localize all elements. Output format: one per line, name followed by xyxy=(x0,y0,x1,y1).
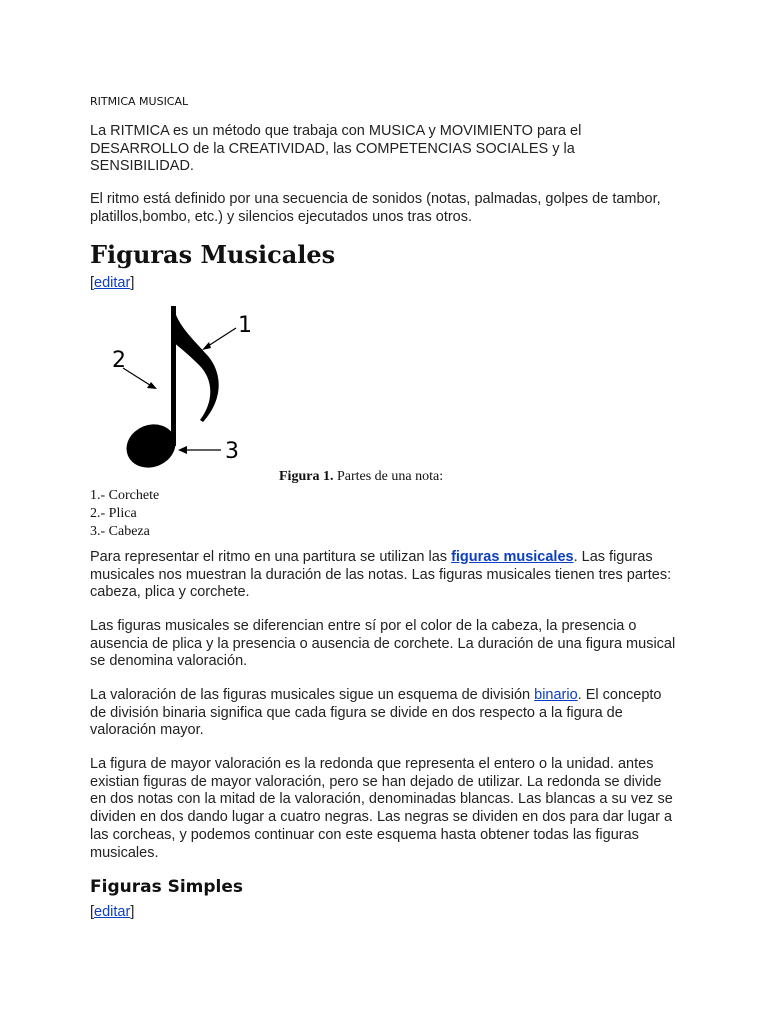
intro-paragraph-2: El ritmo está definido por una secuencia de sonidos (notas, palmadas, golpes de tambor, platillos,bombo, etc.) y silencios ejecutados unos tras otros. xyxy=(90,191,661,225)
note-flag xyxy=(173,306,219,422)
list-item: 2.- Plica xyxy=(90,506,137,522)
arrow-3-head xyxy=(178,446,187,454)
figure-caption-text: Partes de una nota: xyxy=(333,469,444,484)
eighth-note-diagram xyxy=(110,304,260,474)
section-edit-line-2 xyxy=(90,903,134,921)
edit-bracket-open: [ xyxy=(90,904,95,920)
edit-link[interactable]: editar xyxy=(94,904,131,920)
body-paragraph-3-start: La valoración de las figuras musicales sigue un esquema de división xyxy=(90,687,535,703)
edit-link[interactable]: editar xyxy=(94,275,131,291)
arrow-1-head xyxy=(202,342,211,350)
edit-bracket-close: ] xyxy=(130,904,135,920)
figure-label-3: 3 xyxy=(225,439,239,464)
list-item: 3.- Cabeza xyxy=(90,524,150,540)
body-paragraph-3-end: . El concepto de división binaria significa que cada figura se divide en dos respecto a la figura de valoración mayor. xyxy=(90,687,662,739)
figure-caption xyxy=(279,469,443,485)
figure-caption-bold: Figura 1. xyxy=(279,469,334,484)
list-item: 1.- Corchete xyxy=(90,488,160,503)
intro-paragraph-1: La RITMICA es un método que trabaja con MUSICA y MOVIMIENTO para el DESARROLLO de la CREATIVIDAD, las COMPETENCIAS SOCIALES y la SENSIBILIDAD. xyxy=(90,123,582,175)
note-parts-list xyxy=(90,487,159,542)
figuras-musicales-link[interactable]: figuras musicales xyxy=(451,549,574,565)
body-paragraph-1 xyxy=(90,549,680,602)
body-paragraph-1-start: Para representar el ritmo en una partitura se utilizan las xyxy=(90,549,452,565)
binario-link[interactable]: binario xyxy=(534,687,578,703)
figure-label-1: 1 xyxy=(238,313,252,338)
section-edit-line-1 xyxy=(90,274,134,292)
body-paragraph-1-end: . Las figuras musicales nos muestran la duración de las notas. Las figuras musicales tienen tres partes: cabeza, plica y corchete. xyxy=(90,549,672,601)
document-title: RITMICA MUSICAL xyxy=(90,95,189,108)
arrow-2-head xyxy=(147,382,157,389)
arrow-2-line xyxy=(123,368,153,387)
edit-bracket-open: [ xyxy=(90,275,95,291)
section-heading-figuras-simples: Figuras Simples xyxy=(90,877,244,897)
body-paragraph-2: Las figuras musicales se diferencian entre sí por el color de la cabeza, la presencia o ausencia de plica y la presencia o ausencia de corchete. La duración de una figura musical se denomina valoración. xyxy=(90,618,676,670)
body-paragraph-4: La figura de mayor valoración es la redonda que representa el entero o la unidad. antes existian figuras de mayor valoración, pero se han dejado de utilizar. La redonda se divide en dos notas con la mitad de la valoración, denominadas blancas. Las blancas a su vez se dividen en dos dando lugar a cuatro negras. Las negras se dividen en dos para dar lugar a las corcheas, y podemos continuar con este esquema hasta obtener todas las figuras musicales. xyxy=(90,756,673,861)
figure-label-2: 2 xyxy=(112,348,126,373)
edit-bracket-close: ] xyxy=(130,275,135,291)
section-heading-figuras-musicales: Figuras Musicales xyxy=(90,240,336,269)
eighth-note-icon xyxy=(120,306,219,474)
body-paragraph-3 xyxy=(90,687,680,740)
